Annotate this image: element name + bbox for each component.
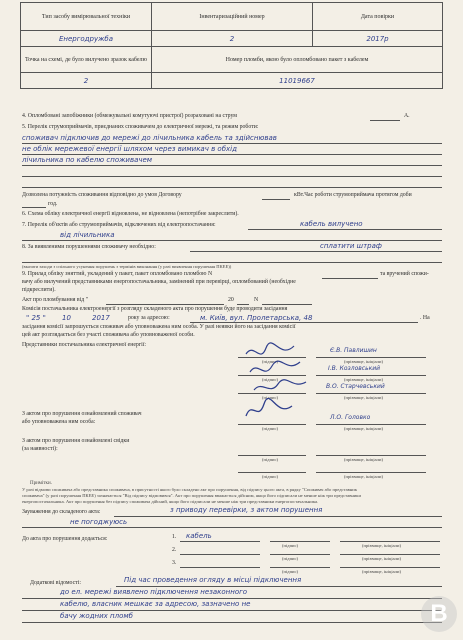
caption-signature: (підпис) — [282, 569, 299, 574]
writing-line — [22, 610, 442, 611]
writing-line — [22, 240, 442, 241]
header-date-value: 2017р — [313, 31, 443, 47]
caption-name: (прізвище, ініціали) — [344, 359, 383, 364]
caption-signature: (підпис) — [282, 556, 299, 561]
representatives-title: Представники постачальника електричної енергії: — [22, 342, 146, 348]
header-point: Точка на схемі, де було вилучено зразок кабелю — [21, 47, 152, 73]
header-col-type: Тип засобу вимірювальної техніки — [21, 3, 152, 31]
attached-label: До акта про порушення додається: — [22, 536, 108, 542]
caption-signature: (підпис) — [262, 359, 279, 364]
attached-3-line — [180, 567, 260, 568]
address-line — [190, 322, 418, 323]
header-point-value: 2 — [21, 73, 152, 89]
section-5: 5. Перелік струмоприймачів, приєднаних споживачем до електричної мережі, та режим роботи: — [22, 124, 259, 130]
witness-name-line-2 — [316, 472, 426, 473]
caption-signature: (підпис) — [262, 395, 279, 400]
commission-address: м. Київ, вул. Пролетарська, 48 — [200, 314, 313, 322]
watermark-logo: В — [421, 596, 457, 632]
caption-name: (прізвище, ініціали) — [344, 395, 383, 400]
header-seal-value: 11019667 — [152, 73, 443, 89]
extra-hw-2: до ел. мережі виявлено підключення незаконного — [60, 588, 248, 596]
violator-sign-line — [238, 424, 306, 425]
section-7-hw-2: від лічильника — [60, 231, 115, 239]
extra-label: Додаткові відомості: — [30, 580, 81, 586]
writing-line — [22, 187, 442, 188]
rep-name-line-1 — [316, 357, 426, 358]
header-inventory-value: 2 — [152, 31, 313, 47]
writing-line — [114, 516, 442, 517]
violator-name: Л.О. Головко — [330, 414, 371, 421]
rep-name-line-2 — [316, 375, 426, 376]
attached-2-name-line — [340, 554, 440, 555]
seal-number-line — [322, 278, 378, 279]
header-type-value: Енергодружба — [21, 31, 152, 47]
caption-name: (прізвище, ініціали) — [344, 377, 383, 382]
writing-line — [22, 176, 442, 177]
section-9-d: підкреслити). — [22, 287, 56, 293]
power-unit: кВт.Час роботи струмоприймача протягом доби — [294, 192, 412, 198]
caption-signature: (підпис) — [282, 543, 299, 548]
representative-signatures — [236, 340, 316, 400]
remarks-label: Зауваження до складеного акта: — [22, 509, 101, 515]
writing-line — [22, 598, 442, 599]
commission-year: 2017 — [92, 314, 110, 322]
attached-1-sign-line — [270, 541, 330, 542]
act-number-label: N — [254, 297, 259, 303]
commission-e: цей акт розглядається без участі споживача або уповноваженої особи. — [22, 332, 195, 338]
section-8-note: (вказати заходи з спільного усунення порушень з термінів виконання (у разі виявлення порушення ПКЕЕ)) — [22, 264, 232, 269]
attached-1-line — [180, 541, 260, 542]
act-line: Акт про пломбування від " — [22, 297, 89, 303]
violator-name-line — [316, 424, 426, 425]
attached-1-name-line — [340, 541, 440, 542]
caption-name: (прізвище, ініціали) — [362, 569, 401, 574]
caption-signature: (підпис) — [262, 457, 279, 462]
caption-name: (прізвище, ініціали) — [344, 426, 383, 431]
caption-name: (прізвище, ініціали) — [362, 556, 401, 561]
header-col-date: Дата повірки — [313, 3, 443, 31]
attached-2-sign-line — [270, 554, 330, 555]
commission-month: 10 — [62, 314, 71, 322]
witness-line-2: (за наявності): — [22, 446, 58, 452]
attached-1-hw: кабель — [186, 532, 212, 540]
commission-d: засідання комісії запрошується споживач або уповноважена ним особа. У разі неявки його на засідання комісії — [22, 324, 296, 330]
commission-b: року за адресою: — [128, 315, 170, 321]
section-4: 4. Опломбовані запобіжники (обмежувальні комутуючі пристрої) розраховані на струм — [22, 113, 237, 119]
witness-sign-line-1 — [238, 455, 306, 456]
header-col-inventory: Інвентаризаційний номер — [152, 3, 313, 31]
violator-signature — [240, 398, 300, 424]
attached-1: 1. — [172, 534, 177, 540]
writing-line — [22, 622, 442, 623]
notes-1: У разі відмови споживача або представника споживача, в присутності якого було складено акт про порушення, від підпису цього акта, в рядку "Споживач або представник — [22, 487, 357, 492]
extra-hw-1: Під час проведення огляду в місці підключення — [124, 576, 302, 584]
extra-hw-3: кабелю, власник мешкає за адресою, зазначено не — [60, 600, 251, 608]
attached-2: 2. — [172, 547, 177, 553]
hours-line — [22, 207, 46, 208]
section-9-c: вачу або вилучений представниками енергопостачальника, замінений при перевірці, опломбований (необхідне — [22, 279, 296, 285]
remarks-hw-2: не погоджуюсь — [70, 518, 128, 526]
caption-name: (прізвище, ініціали) — [344, 457, 383, 462]
header-seal: Номер пломби, якою було опломбовано пакет з кабелем — [152, 47, 443, 73]
rep-name-2: І.В. Козловський — [328, 365, 381, 372]
act-year-line — [237, 304, 249, 305]
attached-3-sign-line — [270, 567, 330, 568]
writing-line — [248, 229, 442, 230]
section-9-b: та вручений спожи- — [380, 271, 429, 277]
violator-line-2: або уповноважена ним особа: — [22, 419, 96, 425]
violator-line-1: З актом про порушення ознайомлений споживач — [22, 411, 142, 417]
commission-day: " 25 " — [26, 314, 46, 322]
power-line: Дозволена потужність споживання відповідно до умов Договору — [22, 192, 182, 198]
header-table — [20, 2, 443, 89]
attached-3-name-line — [340, 567, 440, 568]
attached-3: 3. — [172, 560, 177, 566]
caption-name: (прізвище, ініціали) — [362, 543, 401, 548]
section-5-hw-2: не облік мережевої енергії шляхом через вимикач в обхід — [22, 145, 237, 153]
notes-title: Примітки. — [30, 481, 52, 486]
writing-line — [22, 143, 442, 144]
section-9-a: 9. Прилад обліку зняттий, укладений у пакет, пакет опломбовано пломбою N — [22, 271, 213, 277]
current-line — [370, 120, 400, 121]
caption-signature: (підпис) — [262, 474, 279, 479]
act-year: 20 — [228, 297, 234, 303]
writing-line — [116, 586, 442, 587]
rep-name-line-3 — [316, 393, 426, 394]
writing-line — [22, 527, 442, 528]
witness-sign-line-2 — [238, 472, 306, 473]
remarks-hw-1: з приводу перевірки, з актом порушення — [170, 506, 323, 514]
section-5-hw-1: споживач підключив до мережі до лічильника кабель та здійснював — [22, 134, 277, 142]
section-8: 8. За виявленими порушеннями споживачу необхідно: — [22, 244, 156, 250]
section-8-hw: сплатити штраф — [320, 242, 382, 250]
section-7: 7. Перелік об'єктів або струмоприймачів, відключених від електропостачання: — [22, 222, 216, 228]
section-6: 6. Схема обліку електричної енергії відновлена, не відновлена (непотрібне закреслити). — [22, 211, 239, 217]
writing-line — [22, 262, 442, 263]
witness-line-1: З актом про порушення ознайомлені свідки — [22, 438, 130, 444]
caption-name: (прізвище, ініціали) — [344, 474, 383, 479]
rep-name-3: В.О. Старчевський — [326, 383, 385, 390]
notes-2: споживача" (у разі порушення ПКЕЕ) зазначається "Від підпису відмовився". Акт про порушення вважається дійсним, якщо його підписали не менше ніж три представники — [22, 493, 361, 498]
writing-line — [22, 165, 442, 166]
act-number-line — [262, 304, 312, 305]
power-value-line — [262, 199, 290, 200]
section-5-hw-3: лічильника по кабелю споживачем — [22, 156, 153, 164]
notes-3: енергопостачальника. Акт про порушення без підпису споживача дійсний, якщо його підписали не менше ніж три представники енергопостачальника. — [22, 499, 319, 504]
caption-signature: (підпис) — [262, 426, 279, 431]
section-7-hw-1: кабель вилучено — [300, 220, 363, 228]
caption-signature: (підпис) — [262, 377, 279, 382]
attached-2-line — [180, 554, 260, 555]
act-date-line — [106, 304, 224, 305]
extra-hw-4: бачу жодних пломб — [60, 612, 133, 620]
commission-c: . На — [420, 315, 430, 321]
rep-name-1: Є.В. Павлишин — [330, 347, 377, 354]
witness-name-line-1 — [316, 455, 426, 456]
writing-line — [22, 154, 442, 155]
current-unit: А. — [404, 113, 410, 119]
power-unit2: год. — [48, 201, 58, 207]
writing-line — [190, 251, 442, 252]
commission-a: Комісія постачальника електроенергії з розгляду складеного акта про порушення буде проводити засідання — [22, 306, 288, 312]
